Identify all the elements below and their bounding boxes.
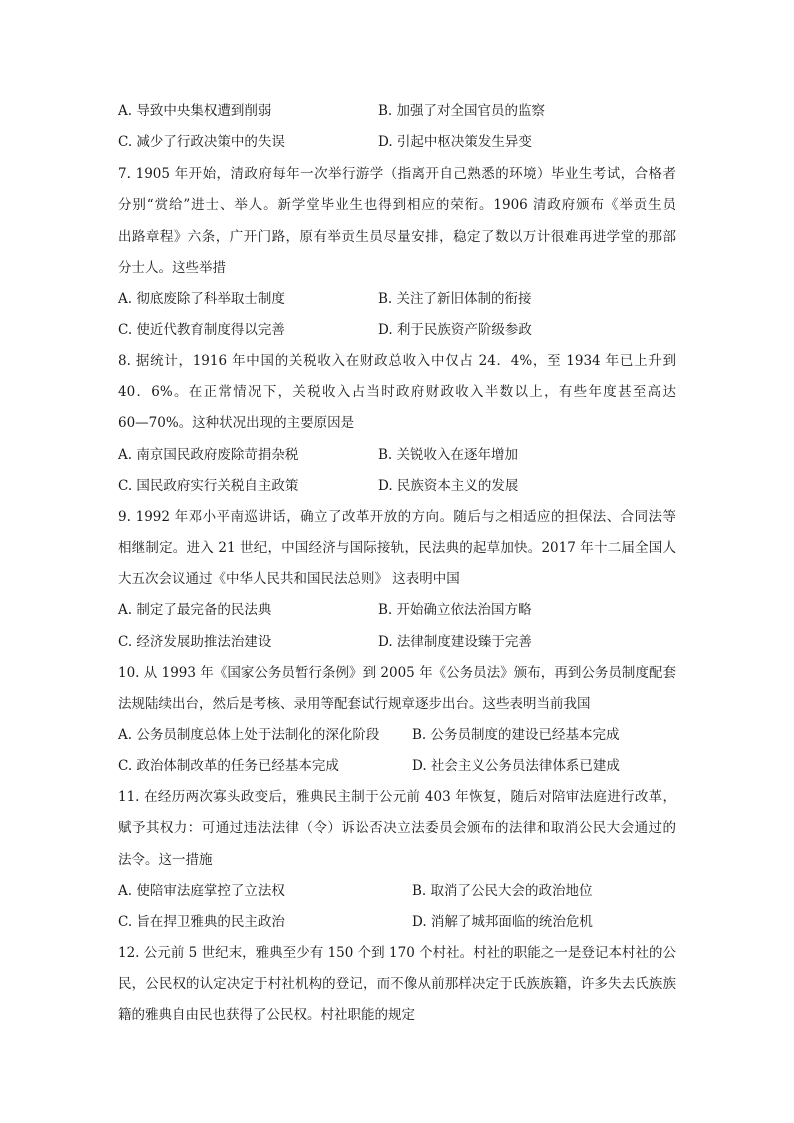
q11-stem-line: 11. 在经历两次寡头政变后，雅典民主制于公元前 403 年恢复，随后对陪审法庭进行改革， [118,789,676,805]
q7-stem-line: 分别“赏给”进士、举人。新学堂毕业生也得到相应的荣衔。1906 清政府颁布《举贡生员 [118,197,676,213]
q6-option-a: A. 导致中央集权遭到削弱 [118,103,272,119]
q7-stem-line: 7. 1905 年开始，清政府每年一次举行游学（指离开自己熟悉的环境）毕业生考试，合格者 [118,166,676,182]
q11-stem-line: 法令。这一措施 [118,852,213,868]
q7-option-a: A. 彻底废除了科举取士制度 [118,291,285,307]
q7-stem-line: 出路章程》六条，广开门路，原有举贡生员尽量安排，稳定了数以万计很难再进学堂的那部 [118,229,676,245]
q8-option-b: B. 关锐收入在逐年增加 [378,447,519,463]
q7-option-c: C. 使近代教育制度得以完善 [118,322,285,338]
q8-stem-line: 40．6%。在正常情况下，关税收入占当时政府财政收入半数以上，有些年度甚至高达 [118,384,676,400]
q10-option-a: A. 公务员制度总体上处于法制化的深化阶段 [118,727,380,743]
q7-option-d: D. 利于民族资产阶级参政 [378,322,532,338]
q6-option-b: B. 加强了对全国官员的监察 [378,103,546,119]
q10-option-c: C. 政治体制改革的任务已经基本完成 [118,758,339,774]
q7-stem-line: 分士人。这些举措 [118,260,226,276]
q10-stem-line: 法规陆续出台，然后是考核、录用等配套试行规章逐步出台。这些表明当前我国 [118,696,591,712]
q9-stem-line: 相继制定。进入 21 世纪，中国经济与国际接轨，民法典的起草加快。2017 年十二届全国人 [118,540,676,556]
q12-stem-line: 籍的雅典自由民也获得了公民权。村社职能的规定 [118,1007,415,1023]
q12-stem-line: 12. 公元前 5 世纪末，雅典至少有 150 个到 170 个村社。村社的职能之一是登记本村社的公 [118,945,676,961]
q6-option-c: C. 减少了行政决策中的失误 [118,134,285,150]
q7-option-b: B. 关注了新旧体制的衔接 [378,291,532,307]
q9-option-d: D. 法律制度建设臻于完善 [378,634,532,650]
q9-stem-line: 大五次会议通过《中华人民共和国民法总则》 这表明中国 [118,571,460,587]
q10-stem-line: 10. 从 1993 年《国家公务员暂行条例》到 2005 年《公务员法》颁布，再到公务员制度配套 [118,665,676,681]
q9-stem-line: 9. 1992 年邓小平南巡讲话，确立了改革开放的方向。随后与之相适应的担保法、合同法等 [118,509,676,525]
q8-option-a: A. 南京国民政府废除苛捐杂税 [118,447,299,463]
q12-stem-line: 民，公民权的认定决定于村社机构的登记，而不像从前那样决定于氏族族籍，许多失去氏族族 [118,976,676,992]
q8-option-d: D. 民族资本主义的发展 [378,478,519,494]
q11-option-d: D. 消解了城邦面临的统治危机 [412,914,593,930]
q6-option-d: D. 引起中枢决策发生异变 [378,134,532,150]
q11-stem-line: 赋予其权力：可通过违法法律（令）诉讼否决立法委员会颁布的法律和取消公民大会通过的 [118,820,676,836]
q11-option-a: A. 使陪审法庭掌控了立法权 [118,883,285,899]
q10-option-b: B. 公务员制度的建设已经基本完成 [412,727,620,743]
q9-option-a: A. 制定了最完备的民法典 [118,602,272,618]
q8-option-c: C. 国民政府实行关税自主政策 [118,478,299,494]
q9-option-c: C. 经济发展助推法治建设 [118,634,272,650]
q11-option-b: B. 取消了公民大会的政治地位 [412,883,593,899]
q8-stem-line: 60—70%。这种状况出现的主要原因是 [118,415,355,431]
q8-stem-line: 8. 据统计，1916 年中国的关税收入在财政总收入中仅占 24．4%，至 1934 年已上升到 [118,353,676,369]
q9-option-b: B. 开始确立依法治国方略 [378,602,532,618]
q11-option-c: C. 旨在捍卫雅典的民主政治 [118,914,285,930]
q10-option-d: D. 社会主义公务员法律体系已建成 [412,758,620,774]
